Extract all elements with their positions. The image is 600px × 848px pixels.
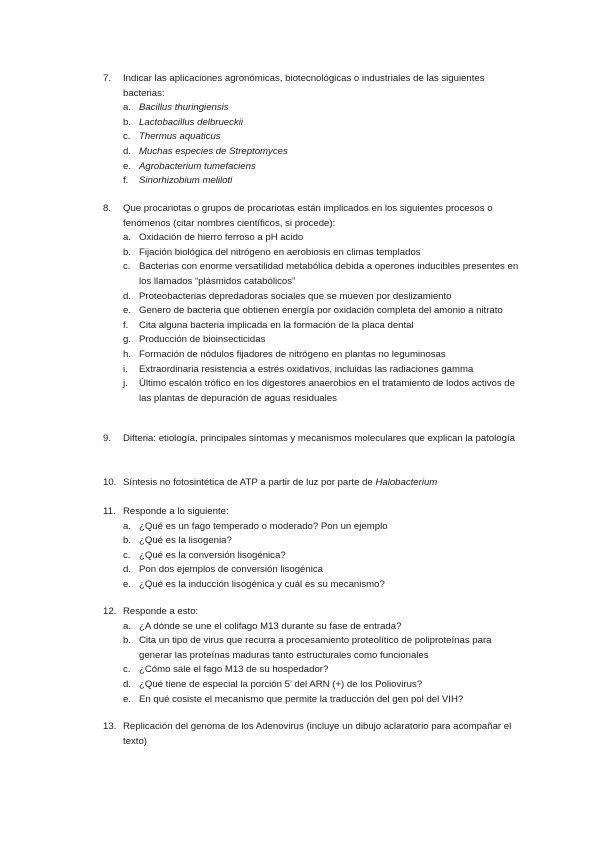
item-text: ¿Qué tiene de especial la porción 5’ del ARN (+) de los Poliovirus? bbox=[139, 678, 423, 690]
question-text: Replicación del genoma de los Adenovirus (incluye un dibujo aclaratorio para acompañar el texto) bbox=[123, 721, 512, 747]
list-item bbox=[103, 231, 523, 246]
question-text-plain: Síntesis no fotosintética de ATP a partir de luz por parte de bbox=[123, 477, 376, 488]
item-text: Bacterias con enorme versatilidad metabólica debida a operones inducibles presentes en los llamados “plásmidos catabólicos” bbox=[139, 261, 519, 287]
question-text-italic: Halobacterium bbox=[375, 477, 438, 488]
list-item bbox=[103, 634, 523, 663]
item-text: Fijación biológica del nitrógeno en aerobiosis en climas templados bbox=[139, 246, 421, 258]
item-label: a. bbox=[123, 232, 132, 244]
item-text: Extraordinaria resistencia a estrés oxidativos, incluidas las radiaciones gamma bbox=[139, 363, 474, 375]
question-text bbox=[123, 476, 523, 491]
question-text: Indicar las aplicaciones agronómicas, biotecnológicas o industriales de las siguientes bacterias: bbox=[123, 73, 485, 99]
question-11 bbox=[103, 505, 523, 593]
list-item bbox=[103, 520, 523, 535]
item-text: Oxidación de hierro ferroso a pH acido bbox=[139, 232, 304, 244]
item-text: Pon dos ejemplos de conversión lisogénica bbox=[139, 564, 323, 576]
list-item bbox=[103, 333, 523, 348]
item-text: Muchas especies de Streptomyces bbox=[139, 145, 288, 157]
item-text: Sinorhizobium meliloti bbox=[139, 175, 233, 187]
list-item bbox=[103, 534, 523, 549]
question-12 bbox=[103, 605, 523, 707]
item-label: a. bbox=[123, 520, 132, 532]
item-label: c. bbox=[123, 549, 131, 561]
question-text: Difteria: etiología, principales síntomas y mecanismos moleculares que explican la patología bbox=[123, 433, 515, 444]
list-item bbox=[103, 578, 523, 593]
list-item bbox=[103, 549, 523, 564]
question-text: Responde a lo siguiente: bbox=[123, 506, 229, 517]
item-label: b. bbox=[123, 635, 132, 647]
list-item bbox=[103, 246, 523, 261]
question-9 bbox=[103, 432, 523, 447]
item-text: En qué cosiste el mecanismo que permite la traducción del gen pol del VIH? bbox=[139, 693, 464, 705]
list-item bbox=[103, 693, 523, 708]
item-text: ¿Qué es la lisogenia? bbox=[139, 535, 232, 547]
sub-item-list bbox=[103, 101, 523, 189]
list-item bbox=[103, 116, 523, 131]
item-text: ¿Qué es la inducción lisogénica y cuál es su mecanismo? bbox=[139, 578, 385, 590]
item-label: f. bbox=[123, 319, 129, 331]
item-label: b. bbox=[123, 116, 132, 128]
list-item bbox=[103, 290, 523, 305]
question-number: 10. bbox=[103, 477, 117, 488]
item-label: h. bbox=[123, 348, 132, 360]
list-item bbox=[103, 663, 523, 678]
question-number: 12. bbox=[103, 606, 117, 617]
list-item bbox=[103, 260, 523, 289]
question-13 bbox=[103, 720, 523, 749]
item-label: b. bbox=[123, 535, 132, 547]
question-number: 7. bbox=[103, 73, 112, 84]
item-text: Genero de bacteria que obtienen energía por oxidación completa del amonio a nitrato bbox=[139, 305, 503, 317]
list-item bbox=[103, 319, 523, 334]
item-text: ¿Qué es un fago temperado o moderado? Pon un ejemplo bbox=[139, 520, 388, 532]
list-item bbox=[103, 620, 523, 635]
item-label: e. bbox=[123, 578, 132, 590]
item-label: d. bbox=[123, 678, 132, 690]
list-item bbox=[103, 174, 523, 189]
sub-item-list bbox=[103, 231, 523, 406]
item-label: c. bbox=[123, 261, 131, 273]
item-text: Último escalón trófico en los digestores anaerobios en el tratamiento de lodos activos de las plantas de depuración de aguas residuales bbox=[139, 378, 515, 404]
item-label: b. bbox=[123, 246, 132, 258]
item-text: ¿Qué es la conversión lisogénica? bbox=[139, 549, 286, 561]
question-text: Que procariotas o grupos de procariotas están implicados en los siguientes procesos o fenómenos (citar nombres científicos, si procede): bbox=[123, 203, 493, 229]
item-text: Cita un tipo de virus que recurra a procesamiento proteolítico de poliproteínas para generar las proteínas maduras tanto estructurales como funcionales bbox=[139, 635, 492, 661]
item-label: e. bbox=[123, 160, 132, 172]
question-10 bbox=[103, 476, 523, 491]
list-item bbox=[103, 160, 523, 175]
item-label: c. bbox=[123, 664, 131, 676]
item-text: ¿A dónde se une el colifago M13 durante su fase de entrada? bbox=[139, 620, 402, 632]
item-text: Formación de nódulos fijadores de nitrógeno en plantas no leguminosas bbox=[139, 348, 446, 360]
sub-item-list bbox=[103, 520, 523, 593]
question-7 bbox=[103, 72, 523, 189]
list-item bbox=[103, 348, 523, 363]
item-label: d. bbox=[123, 290, 132, 302]
question-number: 9. bbox=[103, 433, 112, 444]
list-item bbox=[103, 304, 523, 319]
item-label: i. bbox=[123, 363, 128, 375]
question-text: Responde a esto: bbox=[123, 606, 199, 617]
item-text: Lactobacillus delbrueckii bbox=[139, 116, 243, 128]
item-label: f. bbox=[123, 175, 129, 187]
list-item bbox=[103, 678, 523, 693]
list-item bbox=[103, 101, 523, 116]
item-text: Proteobacterias depredadoras sociales que se mueven por deslizamiento bbox=[139, 290, 452, 302]
sub-item-list bbox=[103, 620, 523, 708]
item-text: Thermus aquaticus bbox=[139, 131, 221, 143]
item-label: c. bbox=[123, 131, 131, 143]
item-label: g. bbox=[123, 334, 132, 346]
question-number: 11. bbox=[103, 506, 116, 517]
item-label: e. bbox=[123, 305, 132, 317]
item-label: e. bbox=[123, 693, 132, 705]
item-label: a. bbox=[123, 102, 132, 114]
item-text: Cita alguna bacteria implicada en la formación de la placa dental bbox=[139, 319, 414, 331]
question-8 bbox=[103, 202, 523, 406]
question-number: 13. bbox=[103, 721, 117, 732]
item-text: Producción de bioinsecticidas bbox=[139, 334, 266, 346]
item-text: ¿Cómo sale el fago M13 de su hospedador? bbox=[139, 664, 329, 676]
item-label: a. bbox=[123, 620, 132, 632]
question-number: 8. bbox=[103, 203, 112, 214]
list-item bbox=[103, 130, 523, 145]
list-item bbox=[103, 563, 523, 578]
list-item bbox=[103, 377, 523, 406]
item-label: d. bbox=[123, 145, 132, 157]
item-label: j. bbox=[123, 378, 128, 390]
item-label: d. bbox=[123, 564, 132, 576]
item-text: Bacillus thuringiensis bbox=[139, 102, 229, 114]
list-item bbox=[103, 363, 523, 378]
item-text: Agrobacterium tumefaciens bbox=[139, 160, 256, 172]
list-item bbox=[103, 145, 523, 160]
